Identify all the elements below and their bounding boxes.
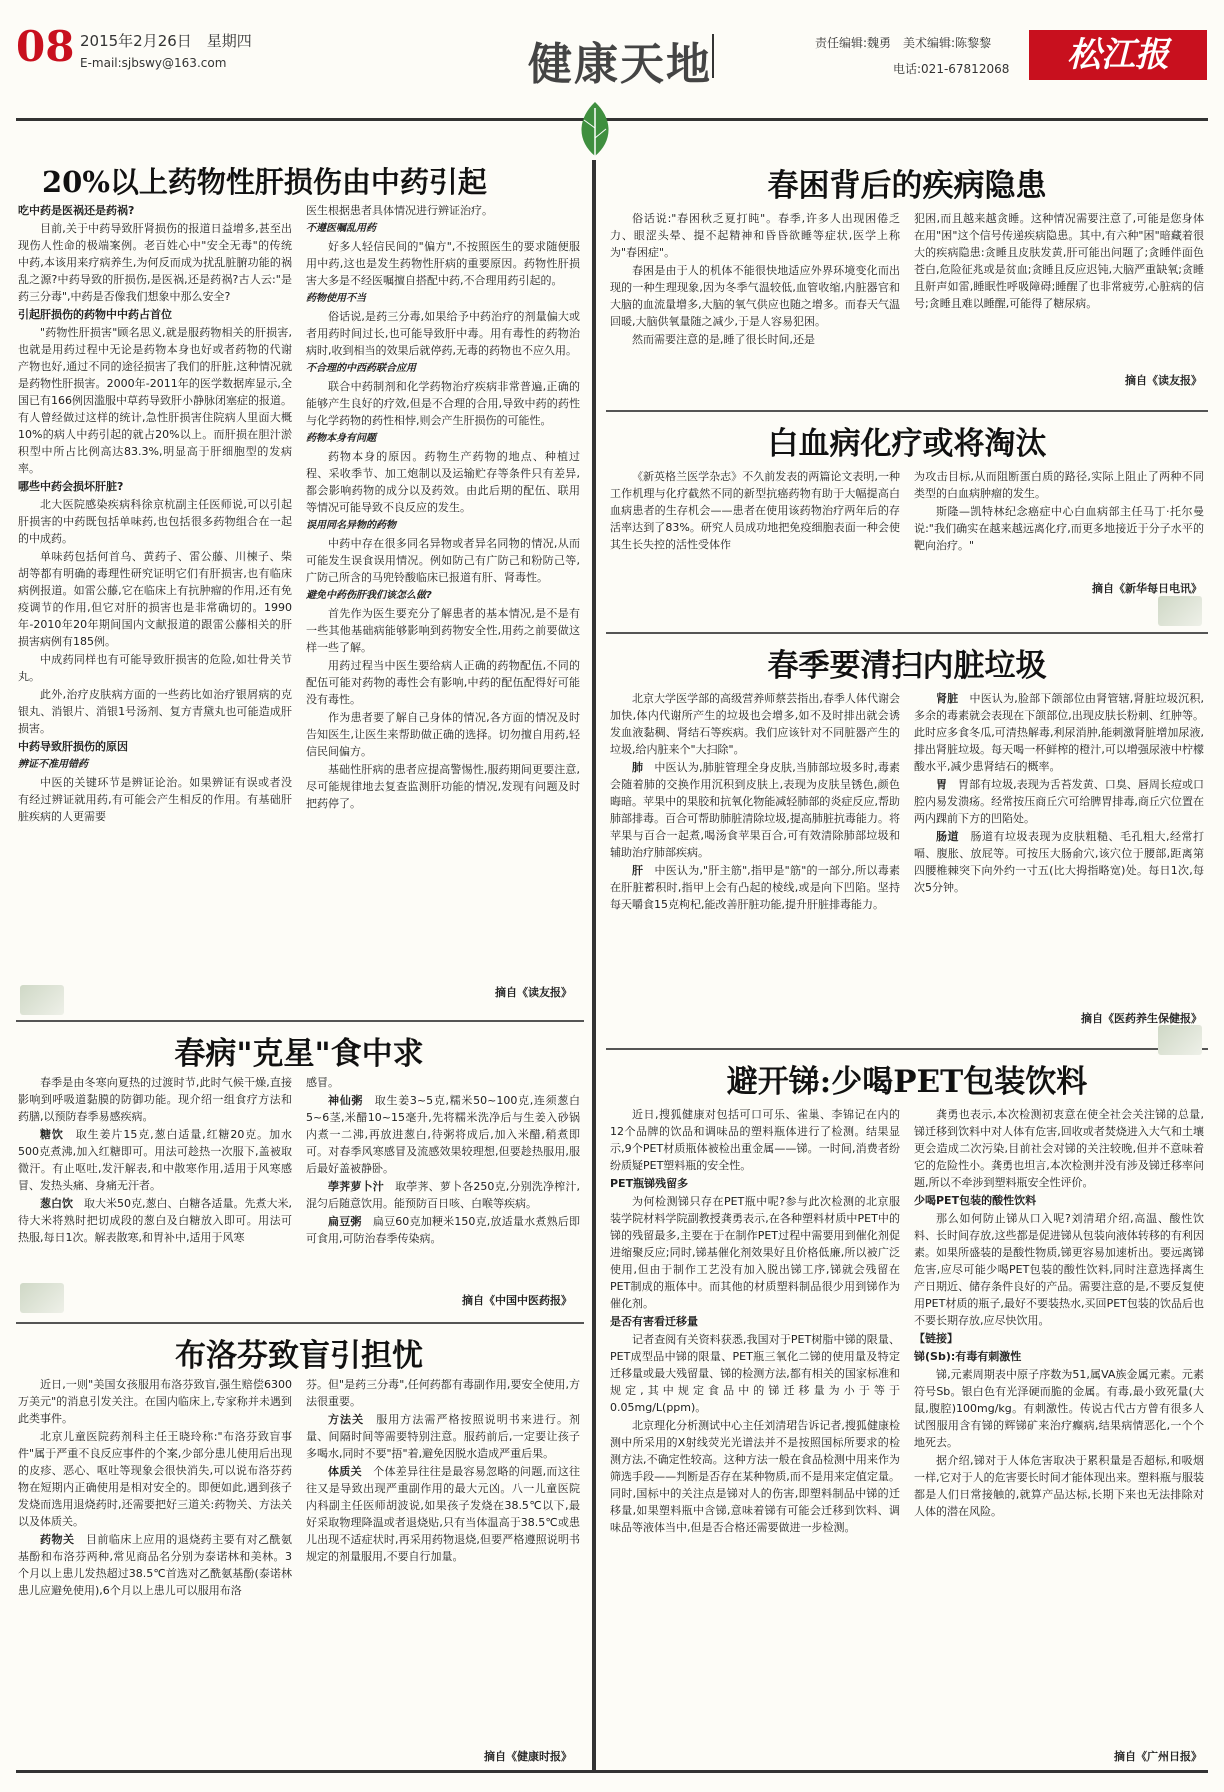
paragraph-text: 胃部有垃圾,表现为舌苔发黄、口臭、唇周长痘或口腔内易发溃疡。经常按压商丘穴可给脾胃排毒,商丘穴位置在两内踝前下方的凹陷处。: [914, 778, 1205, 825]
paragraph: 近日,搜狐健康对包括可口可乐、雀巢、李锦记在内的12个品牌的饮品和调味品的塑料瓶体进行了检测。结果显示,9个PET材质瓶体被检出重金属——锑。一时间,消费者纷纷质疑PET塑料瓶的安全性。: [610, 1108, 900, 1172]
article-column: [306, 1074, 580, 1248]
subheading: 【链接】: [914, 1332, 958, 1345]
paragraph: 单味药包括何首乌、黄药子、雷公藤、川楝子、柴胡等都有明确的毒理性研究证明它们有肝损害,也有临床病例报道。如雷公藤,它在临床上有抗肿瘤的作用,还有免疫调节的作用,但它对肝的损害也是非常确切的。1990年-2010年20年期间国内文献报道的跟雷公藤相关的肝损害病例有185例。: [18, 550, 292, 648]
article-title: 20%以上药物性肝损伤由中药引起: [42, 165, 487, 199]
article-liver: [18, 160, 580, 826]
section-divider: [16, 1322, 584, 1324]
paragraph-label: 荸荠萝卜汁: [328, 1180, 384, 1193]
paragraph: [914, 690, 1204, 775]
paragraph: 用药过程当中医生要给病人正确的药物配伍,不同的配伍可能对药物的毒性会有影响,中药的配伍配得好可能没有毒性。: [306, 659, 580, 706]
decorative-thumbnail: [20, 985, 64, 1015]
paragraph-label: 糖饮: [40, 1128, 64, 1141]
subheading: 辨证不准用错药: [18, 759, 88, 770]
article-source: 摘自《医药养生保健报》: [1081, 1012, 1202, 1025]
paragraph: [914, 776, 1204, 827]
leaf-icon: [572, 98, 618, 160]
decorative-thumbnail: [1158, 596, 1202, 626]
section-divider: [606, 632, 1208, 634]
paragraph-label: 扁豆粥: [328, 1215, 362, 1228]
paragraph-text: 目前临床上应用的退烧药主要有对乙酰氨基酚和布洛芬两种,常见商品名分别为泰诺林和美林。3个月以上患儿发热超过38.5℃首选对乙酰氨基酚(泰诺林患儿应避免使用),6个月以上患儿可以服用布洛: [18, 1533, 293, 1597]
paragraph-label: 葱白饮: [40, 1197, 73, 1210]
subheading: 锑(Sb):有毒有刺激性: [914, 1350, 1022, 1363]
paragraph: [610, 862, 900, 913]
article-source: 摘自《新华每日电讯》: [1092, 582, 1202, 595]
paragraph: 中医的关键环节是辨证论治。如果辨证有误或者没有经过辨证就用药,有可能会产生相反的作用。有基础肝脏疾病的人更需要: [18, 776, 292, 823]
article-leukemia: [610, 418, 1204, 555]
paragraph: "药物性肝损害"顾名思义,就是服药物相关的肝损害,也就是用药过程中无论是药物本身也好或者药物的代谢产物也好,通过不同的途径损害了我们的肝脏,这种情况就是药物性肝损害。2000年-2011年的医学数据库显示,全国已有166例因滥服中草药导致肝小静脉闭塞症的报道。有人曾经做过这样的统计,急性肝损害住院病人里面大概10%的病人中药引起的就占20%以上。而肝损在胆汁淤积型中所占比例高达83.3%,明显高于肝细胞型的发病率。: [18, 326, 292, 475]
article-organs: [610, 640, 1204, 914]
paragraph-text: 扁豆60克加粳米150克,放适量水煮熟后即可食用,可防治春季传染病。: [306, 1215, 581, 1245]
paragraph: 斯隆—凯特林纪念癌症中心白血病部主任马丁·托尔曼说:"我们确实在越来越远离化疗,而更多地接近于分子水平的靶向治疗。": [914, 505, 1204, 552]
bottom-rule: [16, 1770, 1208, 1773]
paragraph: 医生根据患者具体情况进行辨证治疗。: [306, 204, 493, 217]
decorative-thumbnail: [1158, 1025, 1202, 1055]
paragraph: 目前,关于中药导致肝肾损伤的报道日益增多,甚至出现伤人性命的极端案例。老百姓心中"安全无毒"的传统中药,本该用来疗病养生,为何反而成为扰乱脏腑功能的祸乱之源?中药导致的肝损伤,是医祸,还是药祸?古人云:"是药三分毒",中药是否像我们想象中那么安全?: [18, 222, 292, 303]
paragraph-label: 药物关: [40, 1533, 75, 1546]
newspaper-logo: 松江报: [1029, 30, 1207, 80]
article-column: [306, 1376, 580, 1600]
paragraph: 春困是由于人的机体不能很快地适应外界环境变化而出现的一种生理现象,因为冬季气温较低,血管收缩,内脏器官和大脑的血流量增多,大脑的氧气供应也随之增多。而春天气温回暖,大脑供氧量随之减少,于是人容易犯困。: [610, 264, 900, 328]
paragraph-label: 胃: [936, 778, 948, 791]
paragraph: 此外,治疗皮肤病方面的一些药比如治疗银屑病的克银丸、消银片、消银1号汤剂、复方青黛丸也可能造成肝损害。: [18, 688, 292, 735]
article-title: 白血病化疗或将淘汰: [767, 426, 1047, 462]
subheading: 吃中药是医祸还是药祸?: [18, 204, 135, 217]
paragraph: 龚勇也表示,本次检测初衷意在使全社会关注锑的总量,锑迁移到饮料中对人体有危害,回收或者焚烧进入大气和土壤更会造成二次污染,目前社会对锑的关注较晚,但并不意味着它的危险性小。龚勇也坦言,本次检测并没有涉及锑迁移率问题,所以不牵涉到塑料瓶安全性评价。: [914, 1108, 1204, 1189]
article-column: [914, 690, 1204, 914]
issue-date: 2015年2月26日 星期四: [80, 32, 252, 50]
paragraph: 联合中药制剂和化学药物治疗疾病非常普遍,正确的能够产生良好的疗效,但是不合理的合用,导致中药的药性与化学药物的药性相悖,则会产生肝损伤的可能性。: [306, 380, 580, 427]
article-title: 避开锑:少喝PET包装饮料: [726, 1064, 1088, 1100]
article-column: [914, 468, 1204, 555]
section-title: 健康天地: [528, 39, 712, 90]
paragraph-label: 肺: [632, 761, 644, 774]
subheading: 少喝PET包装的酸性饮料: [914, 1194, 1037, 1207]
paragraph: 为何检测锑只存在PET瓶中呢?参与此次检测的北京服装学院材料学院副教授龚勇表示,在各种塑料材质中PET中的锑的残留最多,主要在于在制作PET过程中需要用到催化剂促进缩聚反应;同时,锑基催化剂效果好且价格低廉,所以被广泛使用,但由于制作工艺没有加入脱出锑工序,锑就会残留在PET制成的瓶体中。而其他的材质塑料制品很少用到锑作为催化剂。: [610, 1195, 900, 1310]
article-spring-sleepy: [610, 160, 1204, 349]
section-divider: [16, 1020, 584, 1022]
paragraph: 据介绍,锑对于人体危害取决于累积量是否超标,和吸烟一样,它对于人的危害要长时间才能体现出来。塑料瓶与服装都是人们日常接触的,就算产品达标,长期下来也无法排除对人体的潜在风险。: [914, 1454, 1204, 1518]
paragraph: 北大医院感染疾病科徐京杭副主任医师说,可以引起肝损害的中药既包括单味药,也包括很多药物组合在一起的中成药。: [18, 498, 292, 545]
article-column: [610, 1106, 900, 1537]
subheading: PET瓶锑残留多: [610, 1177, 689, 1190]
article-pet: [610, 1056, 1204, 1537]
article-title: 春困背后的疾病隐患: [767, 168, 1047, 204]
article-column: [18, 1074, 292, 1248]
subheading: 哪些中药会损坏肝脏?: [18, 480, 124, 493]
article-column: [914, 210, 1204, 349]
paragraph: [18, 1195, 292, 1246]
article-source: 摘自《中国中医药报》: [462, 1294, 572, 1307]
article-column: [610, 210, 900, 349]
page-number: 08: [16, 22, 75, 71]
article-ibuprofen: [18, 1330, 580, 1600]
paragraph: 春季是由冬寒向夏热的过渡时节,此时气候干燥,直接影响到呼吸道黏膜的防御功能。现介绍一组食疗方法和药膳,以预防春季易感疾病。: [18, 1076, 292, 1123]
paragraph: [18, 1531, 292, 1599]
subheading: 药物使用不当: [306, 293, 366, 304]
article-column: [610, 690, 900, 914]
paragraph: 首先作为医生要充分了解患者的基本情况,是不是有一些其他基础病能够影响到药物安全性,用药之前要做这样一些了解。: [306, 607, 580, 654]
paragraph: 俗话说,是药三分毒,如果给予中药治疗的剂量偏大或者用药时间过长,也可能导致肝中毒。用有毒性的药物治病时,收到相当的效果后就停药,无毒的药物也不应久用。: [306, 310, 580, 357]
article-column: [18, 1376, 292, 1600]
paragraph: 然而需要注意的是,睡了很长时间,还是: [632, 333, 815, 346]
paragraph: 芬。但"是药三分毒",任何药都有毒副作用,要安全使用,方法很重要。: [306, 1378, 580, 1408]
paragraph-text: 取生姜3~5克,糯米50~100克,连须葱白5~6茎,米醋10~15毫升,先将糯米洗净后与生姜入砂锅内煮一二沸,再放进葱白,待粥将成后,加入米醋,稍煮即可。对春季风寒感冒及流感效果较理想,但要趁热服用,服后最好盖被静卧。: [306, 1094, 581, 1175]
paragraph-text: 个体差异往往是最容易忽略的问题,而这往往又是导致出现严重副作用的最大元凶。八一儿童医院内科副主任医师胡波说,如果孩子发烧在38.5℃以下,最好采取物理降温或者退烧贴,只有当体温高于38.5℃或患儿出现不适症状时,再采用药物退烧,但要严格遵照说明书规定的剂量服用,不要自行加量。: [306, 1465, 580, 1563]
article-spring-food: [18, 1028, 580, 1248]
paragraph-label: 体质关: [328, 1465, 362, 1478]
paragraph: [306, 1092, 580, 1177]
paragraph: 那么如何防止锑从口入呢?刘清珺介绍,高温、酸性饮料、长时间存放,这些都是促进锑从包装向液体转移的有利因素。如果所盛装的是酸性物质,锑更容易加速析出。要远离锑危害,应尽可能少喝PET包装的酸性饮料,同时注意选择离生产日期近、储存条件良好的产品。需要注意的是,不要反复使用PET材质的瓶子,最好不要装热水,买回PET包装的饮品后也不要长期存放,应尽快饮用。: [914, 1212, 1204, 1327]
article-column: [610, 468, 900, 555]
paragraph-text: 肠道有垃圾表现为皮肤粗糙、毛孔粗大,经常打嗝、腹胀、放屁等。可按压大肠俞穴,该穴位于腰部,距离第四腰椎棘突下向外约一寸五(比大拇指略宽)处。每日1次,每次5分钟。: [914, 830, 1204, 894]
paragraph-label: 神仙粥: [328, 1094, 364, 1107]
paragraph: [610, 759, 900, 861]
email-address: E-mail:sjbswy@163.com: [80, 56, 227, 70]
article-column: [18, 202, 292, 826]
paragraph: 感冒。: [306, 1076, 339, 1089]
decorative-thumbnail: [20, 1283, 64, 1313]
paragraph: 《新英格兰医学杂志》不久前发表的两篇论文表明,一种工作机理与化疗截然不同的新型抗癌药物有助于大幅提高白血病患者的生存机会——患者在使用该药物治疗两年后的存活率达到了83%。研究人员成功地把免疫细胞表面一种会使其生长失控的活性受体作: [610, 470, 900, 551]
section-divider: [606, 410, 1208, 412]
subheading: 药物本身有问题: [306, 433, 376, 444]
article-title: 春季要清扫内脏垃圾: [767, 648, 1047, 684]
article-source: 摘自《广州日报》: [1114, 1750, 1202, 1763]
paragraph: 记者查阅有关资料获悉,我国对于PET树脂中锑的限量、PET成型品中锑的限量、PET瓶三氧化二锑的使用量及特定迁移量或最大残留量、锑的检测方法,都有相关的国家标准和规定,其中规定食品中的锑迁移量为小于等于0.05mg/L(ppm)。: [610, 1333, 900, 1414]
paragraph: [18, 1126, 292, 1194]
paragraph-text: 取荸荠、萝卜各250克,分别洗净榨汁,混匀后随意饮用。能预防百日咳、白喉等疾病。: [306, 1180, 581, 1210]
phone-number: 电话:021-67812068: [893, 62, 1010, 76]
paragraph: [306, 1411, 580, 1462]
paragraph: 药物本身的原因。药物生产药物的地点、种植过程、采收季节、加工炮制以及运输贮存等条件只有差异,都会影响药物的成分以及药效。由此后期的配伍、联用等情况可能导致不良反应的发生。: [306, 450, 580, 514]
paragraph: [306, 1463, 580, 1565]
masthead-divider: [712, 34, 714, 78]
section-divider: [606, 1048, 1208, 1050]
paragraph: 近日,一则"美国女孩服用布洛芬致盲,强生赔偿6300万美元"的消息引发关注。在国内临床上,专家称并未遇到此类事件。: [18, 1378, 292, 1425]
paragraph-label: 肾脏: [936, 692, 959, 705]
subheading: 不遵医嘱乱用药: [306, 223, 376, 234]
subheading: 不合理的中西药联合应用: [306, 363, 416, 374]
article-source: 摘自《读友报》: [1125, 374, 1202, 387]
article-title: 布洛芬致盲引担忧: [175, 1338, 423, 1374]
subheading: 避免中药伤肝我们该怎么做?: [306, 590, 432, 601]
paragraph-text: 中医认为,肺脏管理全身皮肤,当肺部垃圾多时,毒素会随着肺的交换作用沉积到皮肤上,表现为皮肤呈锈色,颜色晦暗。苹果中的果胶和抗氧化物能减轻肺部的炎症反应,帮助肺部排毒。百合可帮助肺脏清除垃圾,提高肺脏抗毒能力。将苹果与百合一起煮,喝汤食苹果百合,可有效清除肺部垃圾和辅助治疗肺部疾病。: [610, 761, 900, 859]
paragraph-label: 方法关: [328, 1413, 365, 1426]
paragraph: 好多人轻信民间的"偏方",不按照医生的要求随便服用中药,这也是发生药物性肝病的重要原因。药物性肝损害大多是不经医嘱擅自搭配中药,不合理用药引起的。: [306, 240, 580, 287]
paragraph: 犯困,而且越来越贪睡。这种情况需要注意了,可能是您身体在用"困"这个信号传递疾病隐患。其中,有六种"困"暗藏着很大的疾病隐患:贪睡且皮肤发黄,肝可能出问题了;贪睡伴面色苍白,危险征兆或是贫血;贪睡且反应迟钝,大脑严重缺氧;贪睡且鼾声如雷,睡眠性呼吸障碍;睡醒了也非常疲劳,心脏病的信号;贪睡且难以睡醒,可能得了糖尿病。: [914, 212, 1204, 310]
article-source: 摘自《读友报》: [495, 986, 572, 999]
article-column: [914, 1106, 1204, 1537]
paragraph: 北京理化分析测试中心主任刘清珺告诉记者,搜狐健康检测中所采用的X射线荧光光谱法并不是按照国标所要求的检测方法,不确定性较高。这种方法一般在食品检测中用来作为筛选手段——判断是否存在某种物质,而不是用来定值定量。同时,国标中的关注点是锑对人的伤害,即塑料制品中锑的迁移量,如果塑料瓶中含锑,意味着锑有可能会迁移到饮料、调味品等液体当中,但是否合格还需要做进一步检测。: [610, 1419, 900, 1534]
center-column-rule: [592, 160, 596, 1770]
paragraph-text: 中医认为,"肝主筋",指甲是"筋"的一部分,所以毒素在肝脏蓄积时,指甲上会有凸起的棱线,或是向下凹陷。坚持每天嚼食15克枸杞,能改善肝脏功能,提升肝脏排毒能力。: [610, 864, 901, 911]
article-source: 摘自《健康时报》: [484, 1750, 572, 1763]
paragraph: 北京儿童医院药剂科主任王晓玲称:"布洛芬致盲事件"属于严重不良反应事件的个案,少部分患儿使用后出现的皮疹、恶心、呕吐等现象会很快消失,可以说布洛芬药物在短期内正确使用是相对安全的。即便如此,遇到孩子发烧而选用退烧药时,还需要把好三道关:药物关、方法关以及体质关。: [18, 1430, 292, 1528]
article-column: [306, 202, 580, 826]
paragraph-label: 肝: [632, 864, 644, 877]
paragraph: 锑,元素周期表中原子序数为51,属VA族金属元素。元素符号Sb。银白色有光泽硬而脆的金属。有毒,最小致死量(大鼠,腹腔)100mg/kg。有刺激性。传说古代古方曾有很多人试图服用含有锑的辉锑矿来治疗癫病,结果病情恶化,一个个地死去。: [914, 1368, 1204, 1449]
paragraph-text: 服用方法需严格按照说明书来进行。剂量、间隔时间等需要特别注意。服药前后,一定要让孩子多喝水,同时不要"捂"着,避免因脱水造成严重后果。: [306, 1413, 581, 1460]
paragraph: [306, 1178, 580, 1212]
paragraph-text: 取大米50克,葱白、白糖各适量。先煮大米,待大米将熟时把切成段的葱白及白糖放入即可。用法可热服,每日1次。解表散寒,和胃补中,适用于风寒: [18, 1197, 292, 1244]
paragraph-text: 中医认为,脸部下颌部位由肾管辖,肾脏垃圾沉积,多余的毒素就会表现在下颌部位,出现皮肤长粉刺、红肿等。此时应多食冬瓜,可清热解毒,利尿消肿,能刺激肾脏增加尿液,排出肾脏垃圾。每天喝一杯鲜榨的橙汁,可以增强尿液中柠檬酸水平,减少患肾结石的概率。: [914, 692, 1205, 773]
paragraph: 作为患者要了解自己身体的情况,各方面的情况及时告知医生,让医生来帮助做正确的选择。切勿擅自用药,轻信民间偏方。: [306, 711, 580, 758]
paragraph: 中药中存在很多同名异物或者异名同物的情况,从而可能发生误食误用情况。例如防己有广防己和粉防己等,广防己所含的马兜铃酸临床已报道有肝、肾毒性。: [306, 537, 580, 584]
subheading: 是否有害看迁移量: [610, 1315, 698, 1328]
subheading: 误用同名异物的药物: [306, 520, 396, 531]
paragraph: [914, 828, 1204, 896]
paragraph: 基础性肝病的患者应提高警惕性,服药期间更要注意,尽可能规律地去复查监测肝功能的情况,发现有问题及时把药停了。: [306, 763, 580, 810]
paragraph-label: 肠道: [936, 830, 959, 843]
subheading: 中药导致肝损伤的原因: [18, 740, 128, 753]
paragraph: 为攻击目标,从而阻断蛋白质的路径,实际上阻止了两种不同类型的白血病肿瘤的发生。: [914, 470, 1204, 500]
paragraph-text: 取生姜片15克,葱白适量,红糖20克。加水500克煮沸,加入红糖即可。用法可趁热一次服下,盖被取微汗。有止呕吐,发汗解表,和中散寒作用,适用于风寒感冒、发热头痛、身痛无汗者。: [18, 1128, 292, 1192]
paragraph: 中成药同样也有可能导致肝损害的危险,如壮骨关节丸。: [18, 653, 292, 683]
subheading: 引起肝损伤的药物中中药占首位: [18, 308, 172, 321]
paragraph: 北京大学医学部的高级营养师蔡芸指出,春季人体代谢会加快,体内代谢所产生的垃圾也会增多,如不及时排出就会诱发血液黏稠、肾结石等疾病。我们应该针对不同脏器产生的垃圾,给内脏来个"大扫除"。: [610, 692, 900, 756]
paragraph: [306, 1213, 580, 1247]
article-title: 春病"克星"食中求: [174, 1036, 424, 1072]
editors-credit: 责任编辑:魏勇 美术编辑:陈黎黎: [815, 36, 992, 50]
paragraph: 俗话说:"春困秋乏夏打盹"。春季,许多人出现困倦乏力、眼涩头晕、提不起精神和昏昏欲睡等症状,医学上称为"春困症"。: [610, 212, 900, 259]
